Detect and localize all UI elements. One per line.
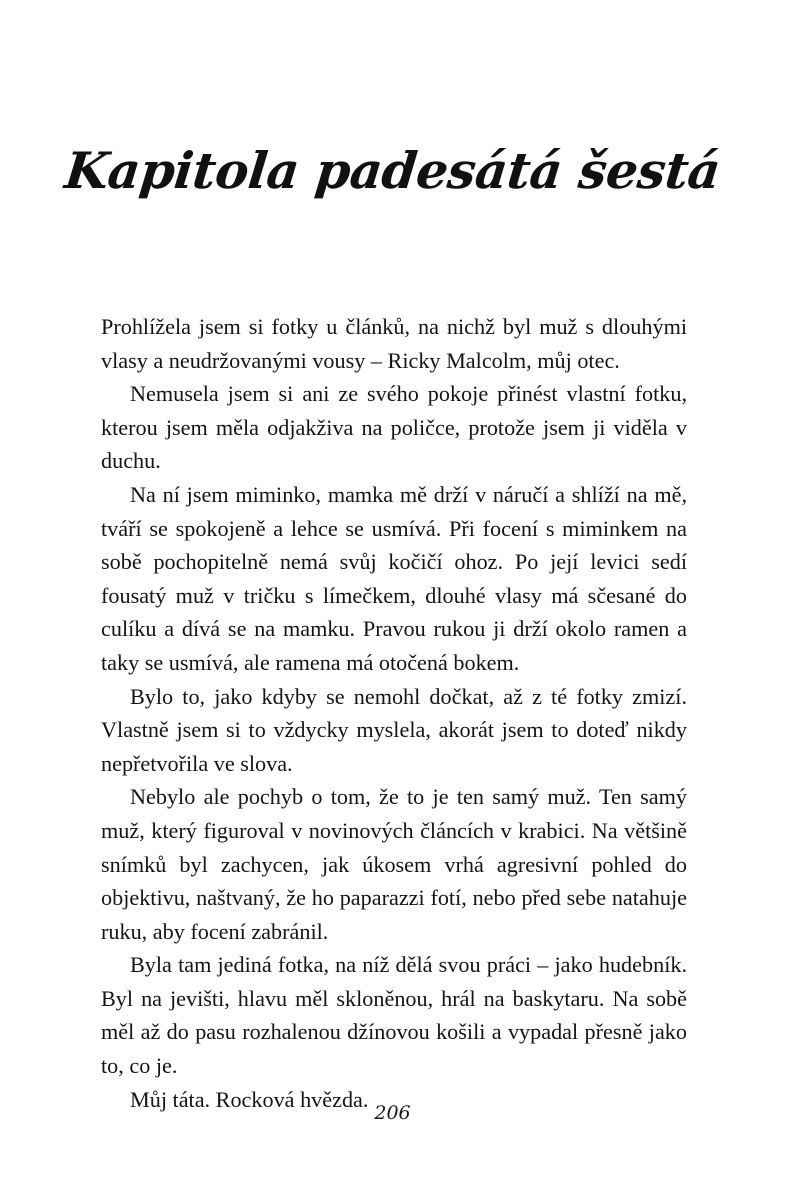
paragraph: Na ní jsem miminko, mamka mě drží v náručí a shlíží na mě, tváří se spokojeně a lehce se usmívá. Při focení s miminkem na sobě pochopitelně nemá svůj kočičí ohoz. Po její levici sedí fousatý muž v tričku s límečkem, dlouhé vlasy má sčesané do culíku a dívá se na mamku. Pravou rukou ji drží okolo ramen a taky se usmívá, ale ramena má otočená bokem. (101, 481, 687, 675)
page-number: 206 (374, 1102, 411, 1124)
paragraph: Bylo to, jako kdyby se nemohl dočkat, až z té fotky zmizí. Vlastně jsem si to vždycky myslela, akorát jsem to doteď nikdy nepřetvořila ve slova. (101, 683, 687, 776)
paragraph: Nemusela jsem si ani ze svého pokoje přinést vlastní fotku, kterou jsem měla odjakživa na poličce, protože jsem ji viděla v duchu. (101, 381, 687, 474)
paragraph: Můj táta. Rocková hvězda. (130, 1086, 369, 1112)
paragraph: Byla tam jediná fotka, na níž dělá svou práci – jako hudebník. Byl na jevišti, hlavu měl skloněnou, hrál na baskytaru. Na sobě měl až do pasu rozhalenou džínovou košili a vypadal přesně jako to, co je. (101, 952, 687, 1079)
paragraph: Nebylo ale pochyb o tom, že to je ten samý muž. Ten samý muž, který figuroval v novinových článcích v krabici. Na většině snímků byl zachycen, jak úkosem vrhá agresivní pohled do objektivu, naštvaný, že ho paparazzi fotí, nebo před sebe natahuje ruku, aby focení zabránil. (101, 784, 687, 944)
chapter-title: Kapitola padesátá šestá (62, 141, 724, 200)
paragraph: Prohlížela jsem si fotky u článků, na nichž byl muž s dlouhými vlasy a neudržovanými vousy – Ricky Malcolm, můj otec. (101, 314, 687, 373)
chapter-body (101, 310, 687, 1116)
